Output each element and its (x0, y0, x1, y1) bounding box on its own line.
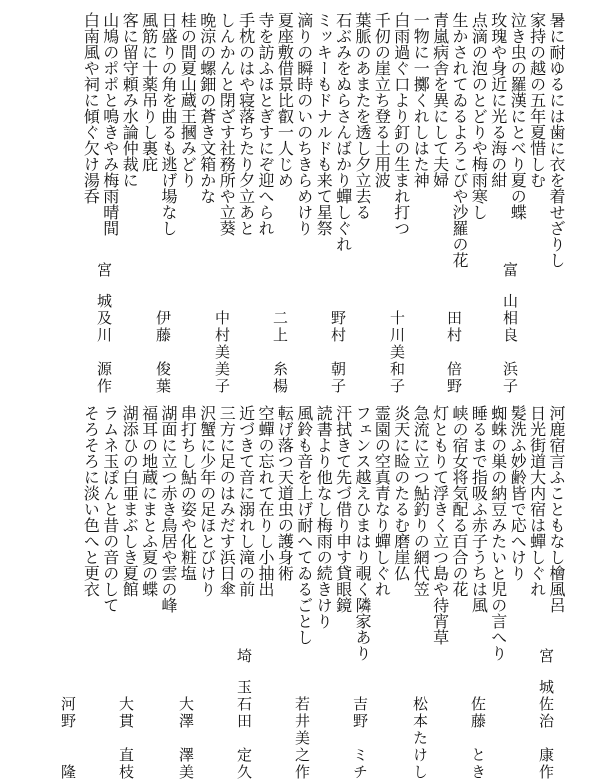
poem-line: 日光街道大内宿は蟬しぐれ (527, 405, 547, 597)
author-name: 相良 浜子 (501, 310, 519, 395)
author-name: 野村 朝子 (329, 310, 347, 395)
author-credit (60, 648, 75, 781)
author-credit (236, 648, 251, 781)
poem-line: 滴りの瞬時のいのちきらめけり (294, 12, 314, 236)
poem-line: 暑に耐ゆるには歯に衣を着せざりし (547, 12, 566, 268)
poem-line: 青嵐病舎を異にして夫婦 (430, 12, 450, 188)
poem-line: 河鹿宿言ふこともなし檜風呂 (547, 405, 566, 613)
poem-line: 白雨過ぐ口より釘の生まれ打つ (391, 12, 411, 236)
poem-line: 灯ともりて浮きく立つ島や待宵草 (430, 405, 450, 645)
poem-line: 山鳩のポポと鳴きやみ梅雨晴間 (100, 12, 120, 236)
poem-line: しんかんと閉ざす社務所や立葵 (217, 12, 237, 236)
author-name: 田村 倍野 (445, 310, 463, 395)
poem-line: 汗拭きて先づ借り申す貸眼鏡 (333, 405, 353, 613)
author-credit (412, 648, 427, 781)
author-credit (352, 648, 367, 781)
author-credit (389, 262, 404, 395)
poem-line: 湖添ひの白亜まぶしき夏館 (120, 405, 140, 597)
poem-line: 泣き虫の羅漢にとべり夏の蝶 (508, 12, 528, 220)
author-credit (155, 262, 170, 395)
author-name: 二上 糸楊 (271, 310, 289, 395)
poem-line: 急流に立つ鮎釣りの網代笠 (411, 405, 431, 597)
poem-line: 夏座敷借景比叡一人じめ (275, 12, 295, 188)
poem-line: 一物に一擲くれしはた神 (411, 12, 431, 188)
author-place: 宮城 (95, 262, 113, 324)
poem-line: 葉脈のあまたを透し夕立去る (353, 12, 372, 220)
author-credit (272, 262, 287, 395)
poem-line: 石ぶみをぬらさんばかり蟬しぐれ (333, 12, 353, 252)
author-name: 河野 隆 (59, 696, 77, 781)
poem-line: 読書より他なし梅雨の続きけり (314, 405, 334, 629)
author-credit (330, 262, 345, 395)
author-place: 宮城 (537, 648, 555, 710)
poem-line: 三方に足のはみだす浜日傘 (217, 405, 237, 597)
author-credit (446, 262, 461, 395)
poem-line: 手枕のはや寝落ちたり夕立あと (236, 12, 256, 236)
poem-line: フェンス越えひまはり覗く隣家あり (353, 405, 372, 661)
poem-line: 風鈴も音を上げ耐へてゐるごとし (294, 405, 314, 645)
author-credit (294, 648, 309, 781)
author-name: 十川美和子 (388, 310, 406, 395)
poem-line: 点滴の泡のとどりや梅雨寒し (469, 12, 489, 220)
author-name: 松本たけし (411, 696, 429, 781)
poem-line: 風筋に十薬吊りし裏庇 (139, 12, 159, 172)
author-name: 中村美美子 (213, 310, 231, 395)
poem-line: 峡の宿女将気配る百合の花 (450, 405, 469, 597)
poem-line: 空蟬の忘れて在りし小抽出 (256, 405, 275, 597)
poem-line: 蜘蛛の巣の納豆みたいと児の言へり (488, 405, 508, 661)
poem-line: 客に留守頼み水論仲裁に (120, 12, 140, 188)
author-name: 伊藤 俊葉 (154, 310, 172, 395)
author-credit (538, 648, 553, 781)
author-name: 吉野 ミチ (351, 696, 369, 781)
author-name: 佐治 康作 (537, 696, 555, 781)
poem-line: 霊園の空真青なり蟬しぐれ (372, 405, 392, 597)
poem-line: 沢蟹に少年の足ほとびけり (197, 405, 217, 597)
author-credit (502, 262, 517, 395)
poem-line: 転げ落つ天道虫の護身術 (275, 405, 295, 581)
author-name: 大貫 直枝 (117, 696, 135, 781)
poem-line: 家持の越の五年夏惜しむ (527, 12, 547, 188)
poem-line: 湖面に立つ赤き鳥居や雲の峰 (159, 405, 178, 613)
poem-line: ラムネ玉ぽんと昔の音のして (100, 405, 120, 613)
poem-line: 近づきて音に溺れし滝の前 (236, 405, 256, 597)
poem-line: 寺を訪ふほとぎすにぞ迎へられ (256, 12, 275, 236)
author-name: 石田 定久 (235, 696, 253, 781)
poem-line: そろそろに淡い色へと更衣 (81, 405, 101, 597)
author-credit (118, 648, 133, 781)
poem-line: 炎天に睑のたるむ磨崖仏 (391, 405, 411, 581)
author-credit (96, 262, 111, 395)
author-place: 埼玉 (235, 648, 253, 710)
author-credit (178, 648, 193, 781)
poem-line: 千仞の崖立ち登る土用波 (372, 12, 392, 188)
author-credit (214, 262, 229, 395)
poem-line: 睡るまで指吸ふ赤子うちは風 (469, 405, 489, 613)
poem-line: 桂の間夏山蔵王摑みどり (178, 12, 198, 188)
poem-line: ミッキーもドナルドも来て星祭 (314, 12, 334, 236)
poem-line: 福耳の地蔵にまとふ夏の蝶 (139, 405, 159, 597)
author-name: 佐藤 とき (469, 696, 487, 781)
poem-line: 玫瑰や身近に光る海の紺 (488, 12, 508, 188)
poem-line: 晩涼の螺鈿の蒼き文箱かな (197, 12, 217, 204)
author-name: 若井美之作 (293, 696, 311, 781)
poem-line: 白南風や祠に傾ぐ欠け湯呑 (81, 12, 101, 204)
author-place: 富山 (501, 262, 519, 324)
poem-line: 日盛りの角を曲るも逃げ場なし (159, 12, 178, 236)
poem-line: 髪洗ふ妙齢皆で応へけり (508, 405, 528, 581)
poem-line: 生かされてゐるよろこびや沙羅の花 (450, 12, 469, 268)
author-credit (470, 648, 485, 781)
author-name: 大澤 澤美 (177, 696, 195, 781)
poem-line: 串打ちし鮎の姿や化粧塩 (178, 405, 198, 581)
author-name: 及川 源作 (95, 310, 113, 395)
